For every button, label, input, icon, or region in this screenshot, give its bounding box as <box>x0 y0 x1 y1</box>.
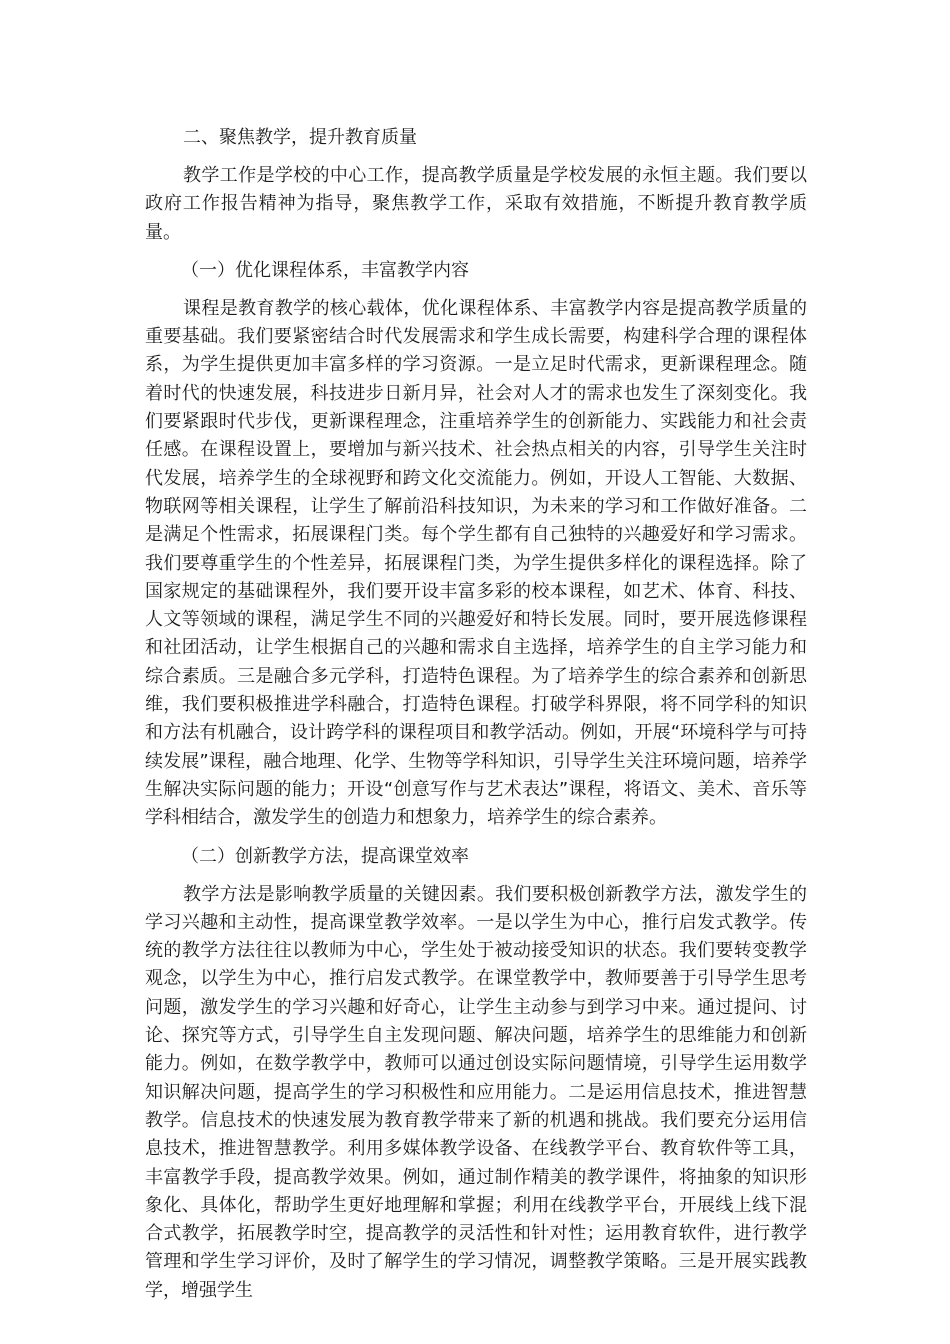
subsection-heading-2: （二）创新教学方法，提高课堂效率 <box>181 845 469 867</box>
section-heading: 二、聚焦教学，提升教育质量 <box>183 127 417 148</box>
subsection-paragraph-1: 课程是教育教学的核心载体，优化课程体系、丰富教学内容是提高教学质量的重要基础。我们要紧密结合时代发展需求和学生成长需要，构建科学合理的课程体系，为学生提供更加丰富多样的学习资源。一是立足时代需求，更新课程理念。随着时代的快速发展，科技进步日新月异，社会对人才的需求也发生了深刻变化。我们要紧跟时代步伐，更新课程理念，注重培养学生的创新能力、实践能力和社会责任感。在课程设置上，要增加与新兴技术、社会热点相关的内容，引导学生关注时代发展，培养学生的全球视野和跨文化交流能力。例如，开设人工智能、大数据、物联网等相关课程，让学生了解前沿科技知识，为未来的学习和工作做好准备。二是满足个性需求，拓展课程门类。每个学生都有自己独特的兴趣爱好和学习需求。我们要尊重学生的个性差异，拓展课程门类，为学生提供多样化的课程选择。除了国家规定的基础课程外，我们要开设丰富多彩的校本课程，如艺术、体育、科技、人文等领域的课程，满足学生不同的兴趣爱好和特长发展。同时，要开展选修课程和社团活动，让学生根据自己的兴趣和需求自主选择，培养学生的自主学习能力和综合素质。三是融合多元学科，打造特色课程。为了培养学生的综合素养和创新思维，我们要积极推进学科融合，打造特色课程。打破学科界限，将不同学科的知识和方法有机融合，设计跨学科的课程项目和教学活动。例如，开展“环境科学与可持续发展”课程，融合地理、化学、生物等学科知识，引导学生关注环境问题，培养学生解决实际问题的能力；开设“创意写作与艺术表达”课程，将语文、美术、音乐等学科相结合，激发学生的创造力和想象力，培养学生的综合素养。 <box>145 297 807 829</box>
subsection-paragraph-2: 教学方法是影响教学质量的关键因素。我们要积极创新教学方法，激发学生的学习兴趣和主动性，提高课堂教学效率。一是以学生为中心，推行启发式教学。传统的教学方法往往以教师为中心，学生处于被动接受知识的状态。我们要转变教学观念，以学生为中心，推行启发式教学。在课堂教学中，教师要善于引导学生思考问题，激发学生的学习兴趣和好奇心，让学生主动参与到学习中来。通过提问、讨论、探究等方式，引导学生自主发现问题、解决问题，培养学生的思维能力和创新能力。例如，在数学教学中，教师可以通过创设实际问题情境，引导学生运用数学知识解决问题，提高学生的学习积极性和应用能力。二是运用信息技术，推进智慧教学。信息技术的快速发展为教育教学带来了新的机遇和挑战。我们要充分运用信息技术，推进智慧教学。利用多媒体教学设备、在线教学平台、教育软件等工具，丰富教学手段，提高教学效果。例如，通过制作精美的教学课件，将抽象的知识形象化、具体化，帮助学生更好地理解和掌握；利用在线教学平台，开展线上线下混合式教学，拓展教学时空，提高教学的灵活性和针对性；运用教育软件，进行教学管理和学生学习评价，及时了解学生的学习情况，调整教学策略。三是开展实践教学，增强学生 <box>145 883 807 1301</box>
intro-paragraph: 教学工作是学校的中心工作，提高教学质量是学校发展的永恒主题。我们要以政府工作报告精神为指导，聚焦教学工作，采取有效措施，不断提升教育教学质量。 <box>145 165 807 243</box>
document-body <box>145 124 807 1305</box>
subsection-heading-1: （一）优化课程体系，丰富教学内容 <box>181 259 469 281</box>
